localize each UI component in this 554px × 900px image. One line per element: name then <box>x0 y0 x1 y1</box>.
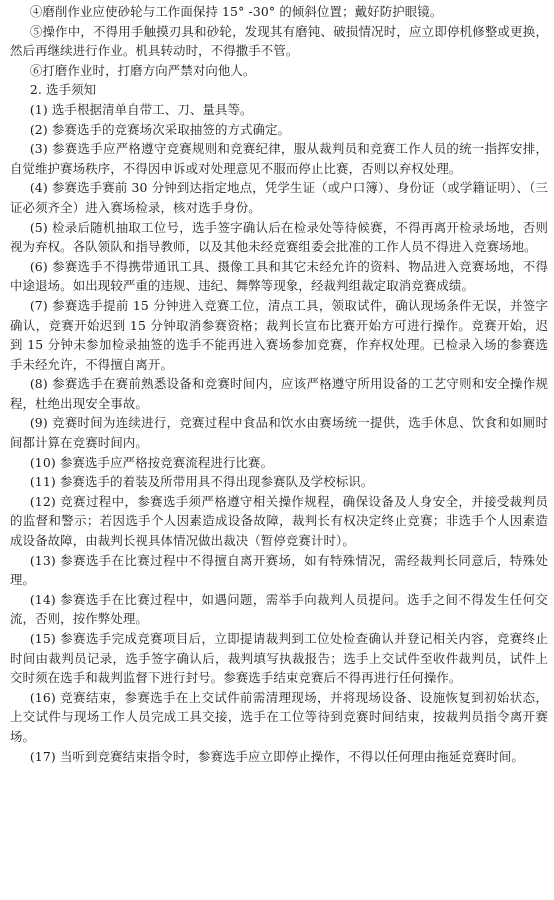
section-heading-contestant-notice: 2. 选手须知 <box>29 82 97 98</box>
paragraph-item-12: (12) 竞赛过程中，参赛选手须严格遵守相关操作规程，确保设备及人身安全，并接受裁判员的监督和警示；若因选手个人因素造成设备故障，裁判长有权决定终止竞赛；非选手个人因素造成设备故障，由裁判长视具体情况做出裁决（暂停竞赛计时）。 <box>10 493 548 549</box>
paragraph-item-15: (15) 参赛选手完成竞赛项目后，立即提请裁判到工位处检查确认并登记相关内容，竞赛终止时间由裁判员记录，选手签字确认后，裁判填写执裁报告；选手上交试件至收件裁判员，试件上交时须在选手和裁判监督下进行封号。参赛选手结束竞赛后不得再进行任何操作。 <box>10 631 548 686</box>
paragraph-item-9: (9) 竞赛时间为连续进行，竞赛过程中食品和饮水由赛场统一提供，选手休息、饮食和如厕时间都计算在竞赛时间内。 <box>10 415 548 451</box>
paragraph-item-13: (13) 参赛选手在比赛过程中不得擅自离开赛场，如有特殊情况，需经裁判长同意后，特殊处理。 <box>10 552 548 588</box>
paragraph-grinding-angle: ④磨削作业应使砂轮与工作面保持 15° -30° 的倾斜位置；戴好防护眼镜。 <box>29 4 443 19</box>
paragraph-item-17: (17) 当听到竞赛结束指令时，参赛选手应立即停止操作，不得以任何理由拖延竞赛时间。 <box>29 748 524 764</box>
paragraph-item-16: (16) 竞赛结束，参赛选手在上交试件前需清理现场，并将现场设备、设施恢复到初始状态，上交试件与现场工作人员完成工具交接，选手在工位等待到竞赛时间结束，按裁判员指令离开赛场。 <box>10 689 548 744</box>
paragraph-item-8: (8) 参赛选手在赛前熟悉设备和竞赛时间内，应该严格遵守所用设备的工艺守则和安全操作规程，杜绝出现安全事故。 <box>10 376 548 411</box>
paragraph-item-3: (3) 参赛选手应严格遵守竞赛规则和竞赛纪律，服从裁判员和竞赛工作人员的统一指挥安排，自觉维护赛场秩序，不得因申诉或对处理意见不服而停止比赛，否则以弃权处理。 <box>10 141 548 176</box>
paragraph-item-10: (10) 参赛选手应严格按竞赛流程进行比赛。 <box>29 454 274 470</box>
paragraph-grinding-direction: ⑥打磨作业时，打磨方向严禁对向他人。 <box>29 62 256 78</box>
paragraph-item-7: (7) 参赛选手提前 15 分钟进入竞赛工位，清点工具，领取试件，确认现场条件无误，并签字确认，竞赛开始迟到 15 分钟取消参赛资格；裁判长宣布比赛开始方可进行操作。竞赛开始，迟到 15 分钟未参加检录抽签的选手不能再进入赛场参加竞赛，作弃权处理。已检录入场的参赛选手未经允许，不得擅自离开。 <box>10 297 548 372</box>
paragraph-tool-touch: ⑤操作中，不得用手触摸刃具和砂轮，发现其有磨钝、破损情况时，应立即停机修整或更换，然后再继续进行作业。机具转动时，不得撒手不管。 <box>10 23 548 59</box>
paragraph-item-5: (5) 检录后随机抽取工位号，选手签字确认后在检录处等待候赛，不得再离开检录场地，否则视为弃权。各队领队和指导教师，以及其他未经竞赛组委会批准的工作人员不得进入竞赛场地。 <box>10 219 548 255</box>
paragraph-item-2: (2) 参赛选手的竞赛场次采取抽签的方式确定。 <box>29 121 291 137</box>
paragraph-item-11: (11) 参赛选手的着装及所带用具不得出现参赛队及学校标识。 <box>29 474 374 490</box>
paragraph-item-14: (14) 参赛选手在比赛过程中，如遇问题，需举手向裁判人员提问。选手之间不得发生任何交流，否则，按作弊处理。 <box>10 591 548 627</box>
paragraph-item-1: (1) 选手根据清单自带工、刀、量具等。 <box>29 101 253 117</box>
paragraph-item-4: (4) 参赛选手赛前 30 分钟到达指定地点，凭学生证（或户口簿）、身份证（或学籍证明）、（三证必须齐全）进入赛场检录，核对选手身份。 <box>10 180 548 215</box>
paragraph-item-6: (6) 参赛选手不得携带通讯工具、摄像工具和其它未经允许的资料、物品进入竞赛场地，不得中途退场。如出现较严重的违规、违纪、舞弊等现象，经裁判组裁定取消竞赛成绩。 <box>10 258 548 294</box>
